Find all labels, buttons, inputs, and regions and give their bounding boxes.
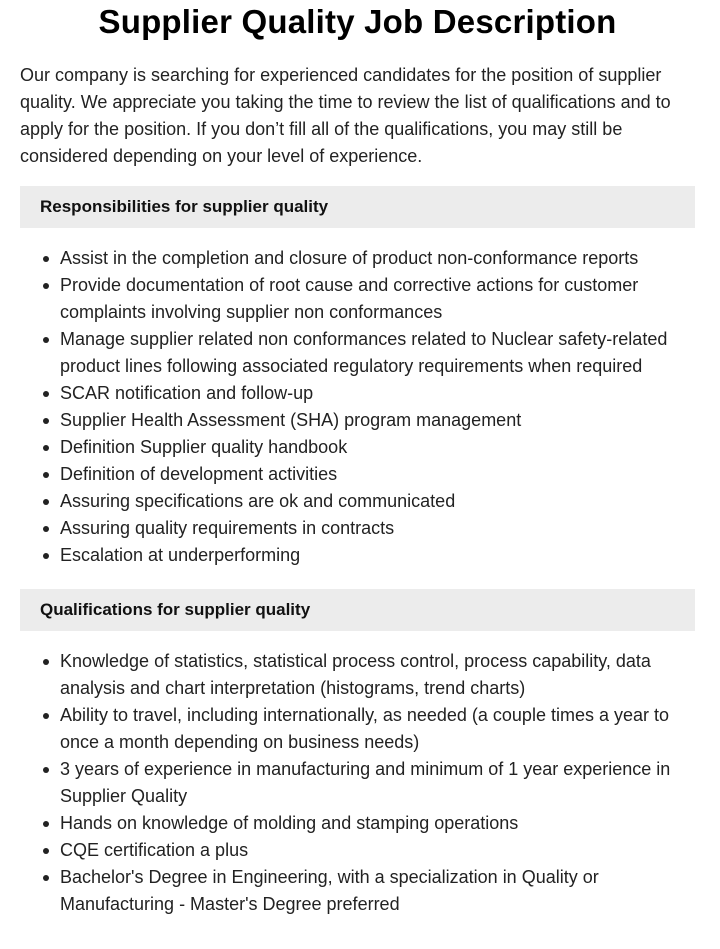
list-item: Manage supplier related non conformances related to Nuclear safety-related product lines following associated regulatory requirements when required xyxy=(60,326,695,380)
list-item: SCAR notification and follow-up xyxy=(60,380,695,407)
qualifications-list xyxy=(20,648,695,918)
list-item: Assuring specifications are ok and communicated xyxy=(60,488,695,515)
list-item: Escalation at underperforming xyxy=(60,542,695,569)
page-title: Supplier Quality Job Description xyxy=(98,3,617,40)
list-item: Ability to travel, including internationally, as needed (a couple times a year to once a month depending on business needs) xyxy=(60,702,695,756)
list-item: Knowledge of statistics, statistical process control, process capability, data analysis and chart interpretation (histograms, trend charts) xyxy=(60,648,695,702)
list-item: Bachelor's Degree in Engineering, with a specialization in Quality or Manufacturing - Master's Degree preferred xyxy=(60,864,695,918)
list-item: Hands on knowledge of molding and stamping operations xyxy=(60,810,695,837)
list-item: Supplier Health Assessment (SHA) program management xyxy=(60,407,695,434)
responsibilities-header: Responsibilities for supplier quality xyxy=(20,186,695,228)
list-item: CQE certification a plus xyxy=(60,837,695,864)
list-item: 3 years of experience in manufacturing and minimum of 1 year experience in Supplier Quality xyxy=(60,756,695,810)
list-item: Assuring quality requirements in contracts xyxy=(60,515,695,542)
list-item: Definition Supplier quality handbook xyxy=(60,434,695,461)
intro-paragraph: Our company is searching for experienced candidates for the position of supplier quality. We appreciate you taking the time to review the list of qualifications and to apply for the position. If you don’t fill all of the qualifications, you may still be considered depending on your level of experience. xyxy=(20,65,671,166)
list-item: Assist in the completion and closure of product non-conformance reports xyxy=(60,245,695,272)
qualifications-header: Qualifications for supplier quality xyxy=(20,589,695,631)
list-item: Provide documentation of root cause and corrective actions for customer complaints involving supplier non conformances xyxy=(60,272,695,326)
responsibilities-list xyxy=(20,245,695,569)
list-item: Definition of development activities xyxy=(60,461,695,488)
